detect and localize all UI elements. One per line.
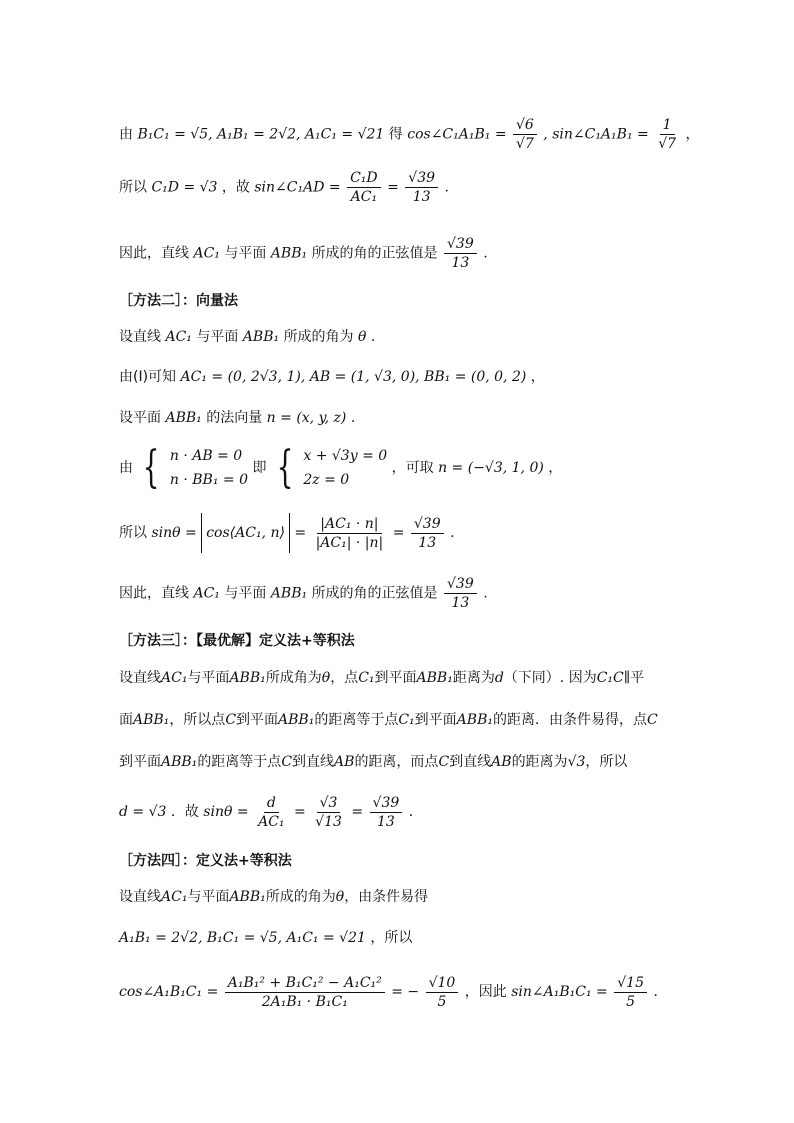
fraction-numerator: |AC₁ · n| [317,515,381,534]
text: 到平面 [119,754,161,770]
text: 与平面 [224,585,267,602]
text: 到直线 [292,754,335,770]
fraction [312,794,345,831]
fraction [614,974,647,1011]
fraction [444,235,477,272]
math-expression: sin∠C₁AD = [254,179,341,196]
fraction [313,515,387,552]
equals-sign: = [351,804,364,820]
math-expression: θ [321,670,331,686]
math-expression: n = (−√3, 1, 0) [438,460,544,476]
line-method3-1 [119,668,644,688]
text: 由 [119,126,133,143]
left-brace: { [276,442,294,493]
text: 设直线 [119,889,161,905]
method-4-heading: ［方法四］：定义法+等积法 [119,853,292,869]
text: 因此，直线 [119,245,189,262]
fraction-numerator: C₁D [347,169,381,188]
fraction-numerator: √39 [444,235,477,254]
punctuation: ， [685,126,700,143]
fraction-denominator: 13 [377,813,395,830]
math-expression: √3 [567,754,586,770]
math-expression: AC₁ [161,889,188,905]
math-expression: θ [335,889,345,905]
text: ，故 [221,179,250,196]
text: 的距离，而点 [354,754,439,770]
fraction-numerator: A₁B₁² + B₁C₁² − A₁C₁² [225,974,385,993]
math-expression: C [281,754,293,770]
line-method3-3 [119,752,627,772]
equation: n · AB = 0 [169,448,243,464]
punctuation: ． [408,804,423,820]
fraction-numerator: √6 [513,116,537,135]
fraction [444,575,477,612]
text: 的距离等于点 [197,754,282,770]
math-expression: AC₁ = (0, 2√3, 1), AB = (1, √3, 0), BB₁ = (0, 0, 2) [180,369,527,385]
text: 得 [388,126,403,143]
math-expression: ABB₁ [270,245,308,262]
line-conclusion-2 [119,575,488,612]
text: ，可取 [391,460,434,476]
fraction-denominator: |AC₁| · |n| [315,534,384,551]
fraction-numerator: √39 [405,169,438,188]
text: 的法向量 [206,410,263,426]
text: 的距离．由条件易得，点 [492,712,647,728]
equals-sign: = [293,804,306,820]
math-expression: C₁C∥ [596,670,631,686]
math-expression: sinθ = [151,525,197,541]
fraction [411,515,444,552]
punctuation: . [370,329,376,345]
text: 与平面 [224,245,267,262]
text: 平 [630,670,645,686]
fraction [225,974,385,1011]
punctuation: ， [548,460,563,476]
text: 到平面 [374,670,417,686]
line-method3-2 [119,710,658,730]
fraction [426,974,459,1011]
text: ，所以 [370,930,413,946]
punctuation: . [450,525,455,541]
fraction-denominator: √13 [315,813,342,830]
text: 所成角为 [265,670,322,686]
fraction-numerator: √39 [411,515,444,534]
text: ，所以点 [169,712,226,728]
fraction [370,794,403,831]
equals-sign: = − [391,984,420,1000]
text: 即 [252,460,267,476]
math-expression: ABB₁ [456,712,493,728]
math-expression: C₁ [398,712,415,728]
punctuation: ． [653,984,668,1000]
math-expression: n = (x, y, z) [266,410,347,426]
text: 与平面 [187,670,230,686]
text: 与平面 [187,889,230,905]
text: 与平面 [196,329,239,345]
line-method4-lengths [119,928,412,948]
math-expression: d [494,670,504,686]
math-expression: ABB₁ [229,670,266,686]
text: 设直线 [119,329,161,345]
fraction-denominator: 5 [437,993,447,1010]
equation-system [303,444,387,492]
line-method3-result [119,792,423,832]
punctuation: . [483,585,488,602]
math-expression: ABB₁ [416,670,453,686]
punctuation: . [444,179,449,196]
text: （下同）. 因为 [503,670,597,686]
text: ．故 [170,804,199,820]
text: 所成的角为 [265,889,336,905]
equation: n · BB₁ = 0 [169,472,248,488]
fraction [347,169,381,206]
fraction [655,116,679,153]
line-method4-1 [119,887,428,907]
line-sin-theta-vector [119,513,455,553]
fraction-numerator: √15 [614,974,647,993]
math-expression: ABB₁ [270,585,308,602]
fraction-denominator: AC₁ [350,189,378,205]
text: 所以 [119,179,147,196]
text: 到直线 [449,754,492,770]
line-define-theta-2 [119,327,375,347]
math-expression: AC₁ [161,670,188,686]
math-expression: , sin∠C₁A₁B₁ = [543,126,649,143]
left-brace: { [143,442,160,493]
fraction-numerator: √10 [426,974,459,993]
math-expression: C [225,712,237,728]
math-expression: ABB₁ [165,410,202,426]
text: 设直线 [119,670,161,686]
math-expression: d = √3 [119,804,167,820]
fraction-numerator: √39 [444,575,477,594]
punctuation: . [350,410,356,426]
text: 的距离等于点 [314,712,399,728]
fraction-numerator: √3 [317,794,341,813]
fraction-denominator: 5 [626,993,636,1010]
text: 到平面 [414,712,457,728]
math-expression: AC₁ [165,329,192,345]
math-expression: B₁C₁ = √5, A₁B₁ = 2√2, A₁C₁ = √21 [137,126,385,143]
line-sin-c1ad [119,169,449,206]
fraction-numerator: d [264,794,279,813]
text: 因此，直线 [119,585,189,602]
equation: x + √3y = 0 [303,448,388,464]
fraction-denominator: 13 [451,255,470,271]
text: 所成的角的正弦值是 [311,585,438,602]
fraction [513,116,537,153]
fraction-denominator: AC₁ [258,813,285,830]
fraction-numerator: √39 [370,794,403,813]
math-expression: C [438,754,450,770]
text: 的距离为 [511,754,568,770]
method-3-heading: ［方法三］：【最优解】定义法+等积法 [119,633,355,649]
math-expression: ABB₁ [161,754,198,770]
math-expression: cos∠C₁A₁B₁ = [407,126,507,143]
text: ，所以 [585,754,628,770]
text: 到平面 [236,712,279,728]
equals-sign: = [387,179,399,196]
line-method4-cosine [119,972,667,1012]
fraction-denominator: √7 [516,136,534,152]
equation: 2z = 0 [303,472,350,488]
equals-sign: = [392,525,405,541]
math-expression: cos∠A₁B₁C₁ = [119,984,219,1000]
line-system [119,444,562,492]
math-expression: sin∠A₁B₁C₁ = [511,984,608,1000]
line-normal-vector [119,408,355,428]
text: 所成的角的正弦值是 [311,245,438,262]
math-expression: AB [334,754,355,770]
equals-sign: = [294,525,307,541]
fraction-denominator: 13 [412,189,431,205]
math-expression: θ [358,329,367,345]
text: ，因此 [464,984,507,1000]
math-expression: AC₁ [193,245,220,262]
math-expression: A₁B₁ = 2√2, B₁C₁ = √5, A₁C₁ = √21 [119,930,366,946]
math-expression: sinθ = [203,804,249,820]
text: 所以 [119,525,147,541]
math-expression: C₁D = √3 [151,179,218,196]
fraction [255,794,287,831]
method-2-heading: ［方法二］：向量法 [119,293,238,309]
math-expression: AC₁ [193,585,220,602]
text: 所成的角为 [283,329,354,345]
fraction-denominator: 13 [418,534,437,551]
punctuation: ， [530,369,545,385]
math-expression: C [646,712,658,728]
fraction [405,169,438,206]
math-expression: ABB₁ [133,712,170,728]
fraction-denominator: √7 [658,136,677,152]
text: ，点 [330,670,359,686]
text: 由 [119,460,133,476]
text: 面 [119,712,133,728]
punctuation: . [483,245,488,262]
math-expression: ABB₁ [242,329,280,345]
equation-system [170,444,248,492]
line-conclusion-1 [119,235,488,272]
math-expression: ABB₁ [229,889,266,905]
text: 距离为 [452,670,495,686]
text: ，由条件易得 [344,889,429,905]
math-expression: AB [491,754,512,770]
text: 设平面 [119,410,161,426]
absolute-value: cos⟨AC₁, n⟩ [201,513,290,553]
math-expression: C₁ [358,670,375,686]
fraction-numerator: 1 [660,116,675,135]
fraction-denominator: 2A₁B₁ · B₁C₁ [261,993,348,1010]
line-vectors [119,367,545,387]
math-expression: ABB₁ [278,712,315,728]
fraction-denominator: 13 [451,595,470,611]
text: 由(I)可知 [119,369,177,385]
line-angle-values [119,116,699,153]
